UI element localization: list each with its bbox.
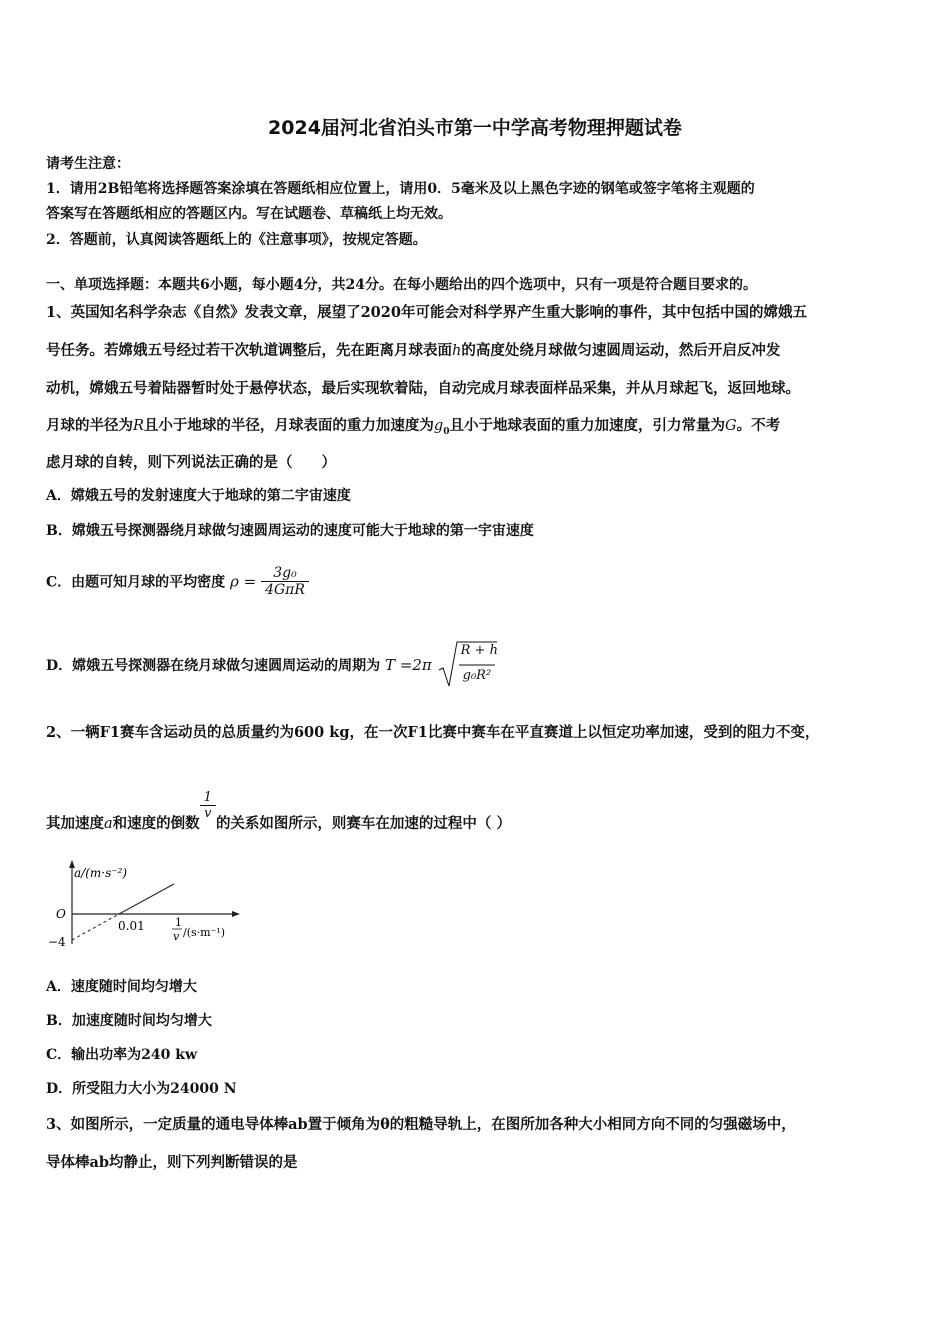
q1-option-a: A．嫦娥五号的发射速度大于地球的第二宇宙速度 [46,488,351,504]
x-axis-den: v [173,930,180,943]
q1-option-c-lhs: ρ = [230,572,257,591]
reciprocal-denominator: v [204,806,212,821]
q2-var-a: a [104,815,113,832]
q2-line-2a: 其加速度 [46,814,104,832]
q1-option-b: B．嫦娥五号探测器绕月球做匀速圆周运动的速度可能大于地球的第一宇宙速度 [46,523,534,539]
density-denominator: 4GπR [265,582,305,598]
period-formula [437,640,499,690]
density-numerator: 3g₀ [261,565,309,582]
q1-line-2a: 号任务。若嫦娥五号经过若干次轨道调整后，先在距离月球表面 [46,342,452,359]
x-axis-arrow-icon [232,911,240,917]
notice-line-1a: 1．请用2B铅笔将选择题答案涂填在答题纸相应位置上，请用0．5毫米及以上黑色字迹的钢笔或签字笔将主观题的 [46,181,755,197]
q3-line-1: 3、如图所示，一定质量的通电导体棒ab置于倾角为θ的粗糙导轨上，在图所加各种大小相同方向不同的匀强磁场中， [46,1116,796,1133]
q2-option-b: B．加速度随时间均匀增大 [46,1013,212,1029]
q1-line-4a: 月球的半径为 [46,417,133,434]
q1-var-h: h [452,343,462,359]
q1-var-G: G [724,418,737,434]
q2-line-2 [46,788,511,832]
q2-option-c: C．输出功率为240 kw [46,1047,197,1063]
reciprocal-velocity [200,790,216,821]
a-vs-inverse-v-graph [44,856,254,948]
q3-line-2: 导体棒ab均静止，则下列判断错误的是 [46,1154,298,1171]
x-tick-label: 0.01 [118,919,145,933]
q1-var-g: g [433,418,444,434]
q1-option-c-text: C．由题可知月球的平均密度 [46,574,226,591]
q1-line-4b: 且小于地球的半径，月球表面的重力加速度为 [143,417,434,434]
x-axis-unit: /(s·m⁻¹) [183,926,226,939]
y-tick-label: −4 [48,935,66,948]
q1-line-4d: 。不考 [736,417,781,434]
q1-option-d-lhs: T =2π [385,656,432,674]
q1-var-g-sub: 0 [443,426,450,437]
graph-line-solid [119,884,174,914]
density-formula [261,565,309,598]
graph-line-dashed [72,914,119,940]
q1-line-4 [46,414,780,437]
origin-label: O [56,907,66,921]
x-axis-num: 1 [175,916,182,929]
q1-line-2 [46,339,780,360]
q2-line-2b: 和速度的倒数 [112,814,200,832]
q1-line-5: 虑月球的自转，则下列说法正确的是（ ） [46,454,336,471]
q1-option-c [46,565,309,598]
reciprocal-numerator: 1 [200,790,216,806]
q2-option-d: D．所受阻力大小为24000 N [46,1081,237,1097]
q1-line-3: 动机，嫦娥五号着陆器暂时处于悬停状态，最后实现软着陆，自动完成月球表面样品采集，并从月球起飞，返回地球。 [46,380,800,397]
page-title: 2024届河北省泊头市第一中学高考物理押题试卷 [268,117,682,139]
period-denominator: g₀R² [462,668,492,683]
period-numerator: R + h [460,643,498,658]
q2-option-a: A．速度随时间均匀增大 [46,979,197,995]
q2-line-2c: 的关系如图所示，则赛车在加速的过程中（ ） [215,814,511,832]
notice-heading: 请考生注意： [46,156,130,172]
notice-line-2: 2．答题前，认真阅读答题纸上的《注意事项》，按规定答题。 [46,232,427,248]
q1-option-d [46,640,499,690]
q1-var-R: R [133,418,144,434]
q1-option-d-text: D．嫦娥五号探测器在绕月球做匀速圆周运动的周期为 [46,658,381,674]
q2-line-1: 2、一辆F1赛车含运动员的总质量约为600 kg，在一次F1比赛中赛车在平直赛道上以恒定功率加速，受到的阻力不变， [46,724,820,741]
notice-line-1b: 答案写在答题纸相应的答题区内。写在试题卷、草稿纸上均无效。 [46,206,452,222]
section-heading: 一、单项选择题：本题共6小题，每小题4分，共24分。在每小题给出的四个选项中，只有一项是符合题目要求的。 [46,277,757,293]
q1-line-2b: 的高度处绕月球做匀速圆周运动，然后开启反冲发 [461,342,781,359]
y-axis-label: a/(m·s⁻²) [74,866,128,880]
q1-line-1: 1、英国知名科学杂志《自然》发表文章，展望了2020年可能会对科学界产生重大影响的事件，其中包括中国的嫦娥五 [46,304,807,321]
q1-line-4c: 且小于地球表面的重力加速度，引力常量为 [449,417,725,434]
